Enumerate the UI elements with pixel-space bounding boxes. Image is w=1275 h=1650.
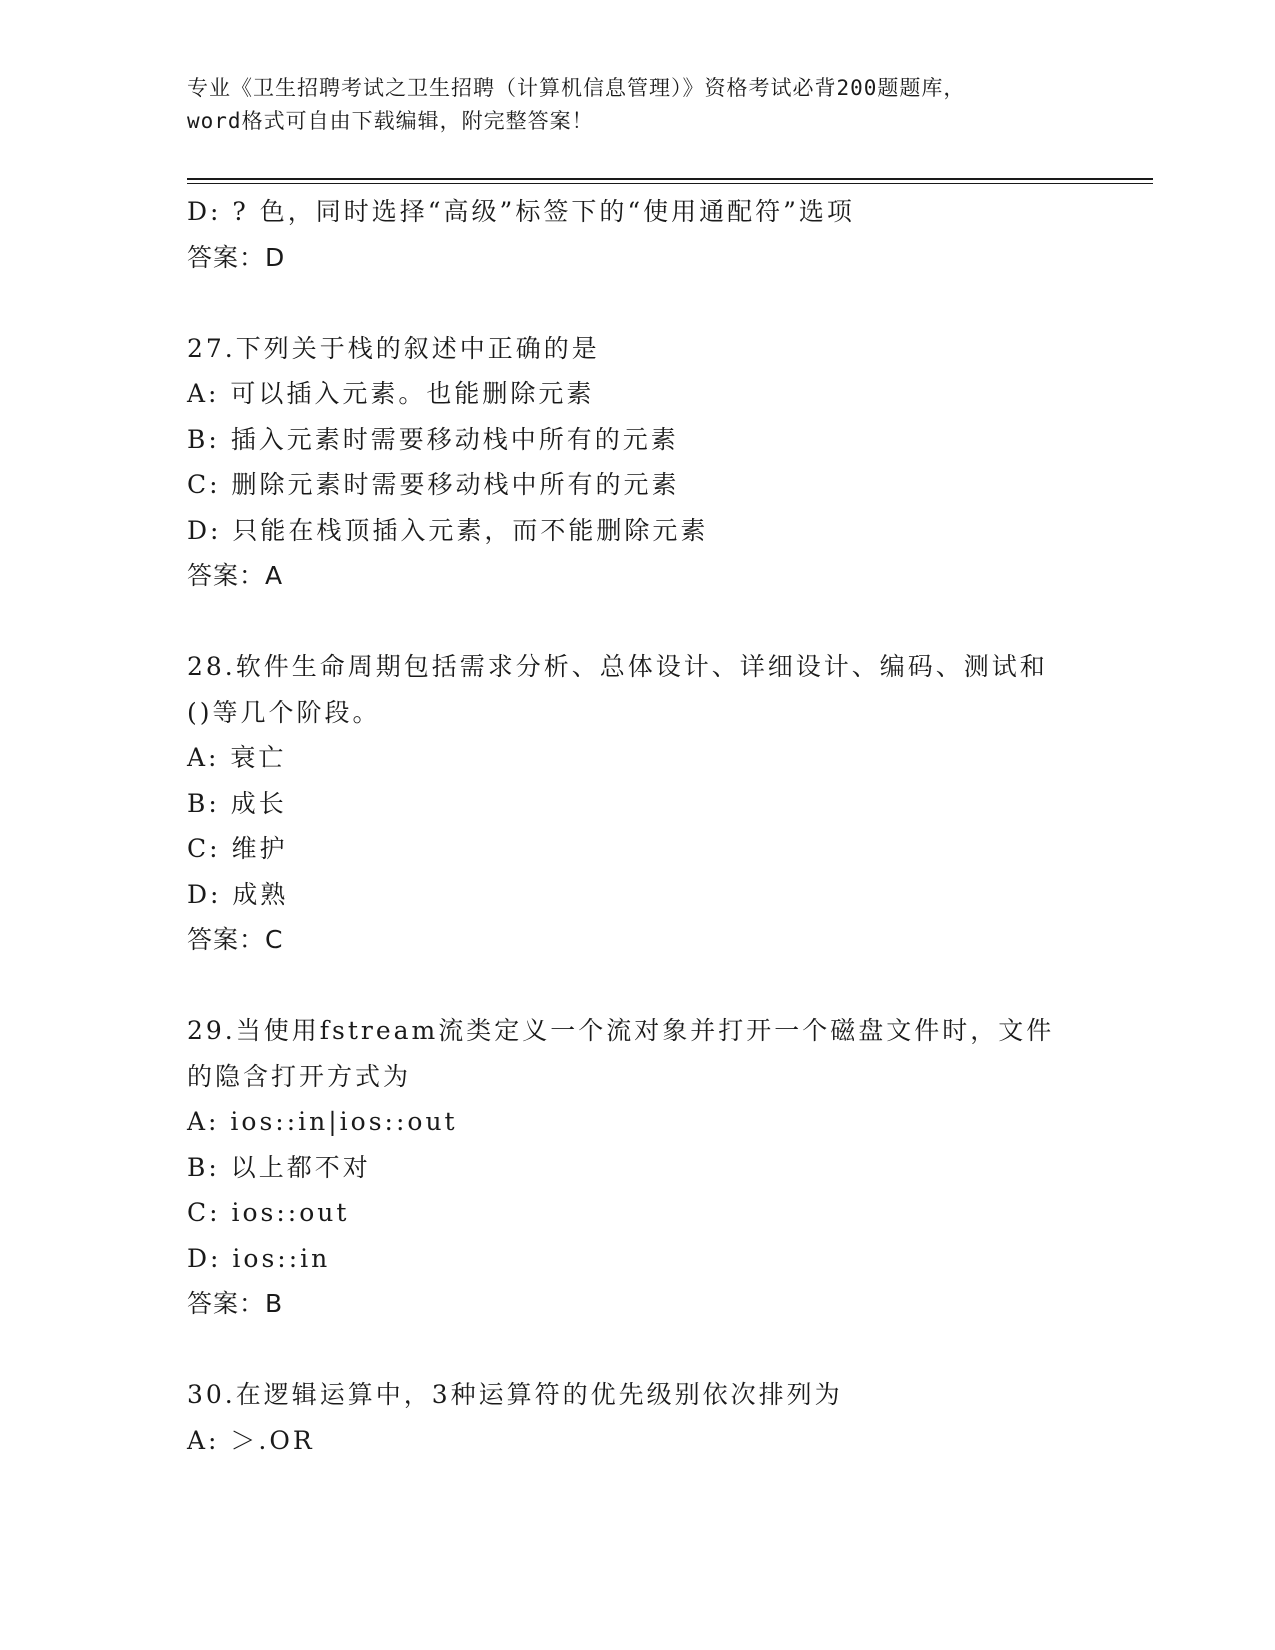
option-a: A: ios::in|ios::out — [187, 1107, 458, 1136]
question-list — [187, 189, 1107, 1463]
answer: 答案：C — [187, 925, 284, 954]
header-divider-thin — [187, 183, 1153, 184]
question-30 — [187, 1372, 1107, 1463]
header-title-line-2: word格式可自由下载编辑，附完整答案！ — [187, 109, 594, 133]
option-b: B: 以上都不对 — [187, 1152, 371, 1182]
option-a: A: 衰亡 — [187, 743, 287, 772]
question-text: 27.下列关于栈的叙述中正确的是 — [187, 333, 600, 363]
question-28 — [187, 644, 1107, 963]
option-b: B: 成长 — [187, 788, 287, 818]
question-text-line-2: ()等几个阶段。 — [187, 697, 381, 727]
option-d: D: 成熟 — [187, 879, 289, 909]
option-c: C: 删除元素时需要移动栈中所有的元素 — [187, 470, 680, 499]
option-a: A: 可以插入元素。也能删除元素 — [187, 379, 595, 408]
question-26 — [187, 189, 1107, 280]
header-divider-thick — [187, 178, 1153, 180]
document-header — [187, 72, 1087, 138]
question-27 — [187, 326, 1107, 599]
option-d: D: 只能在栈顶插入元素，而不能删除元素 — [187, 515, 709, 545]
option-d: D: ? 色，同时选择“高级”标签下的“使用通配符”选项 — [187, 197, 855, 226]
question-text-line-1: 28.软件生命周期包括需求分析、总体设计、详细设计、编码、测试和 — [187, 652, 1048, 681]
answer: 答案：A — [187, 561, 284, 590]
option-c: C: 维护 — [187, 834, 288, 863]
answer: 答案：B — [187, 1289, 284, 1318]
option-c: C: ios::out — [187, 1198, 350, 1227]
option-b: B: 插入元素时需要移动栈中所有的元素 — [187, 424, 679, 454]
question-29 — [187, 1008, 1107, 1327]
answer: 答案：D — [187, 242, 286, 272]
header-title-line-1: 专业《卫生招聘考试之卫生招聘（计算机信息管理）》资格考试必背200题题库， — [187, 76, 966, 100]
question-text-line-2: 的隐含打开方式为 — [187, 1061, 412, 1091]
question-text: 30.在逻辑运算中，3种运算符的优先级别依次排列为 — [187, 1380, 843, 1409]
question-text-line-1: 29.当使用fstream流类定义一个流对象并打开一个磁盘文件时，文件 — [187, 1016, 1055, 1045]
option-d: D: ios::in — [187, 1243, 331, 1273]
option-a: A: ＞.OR — [187, 1425, 315, 1455]
